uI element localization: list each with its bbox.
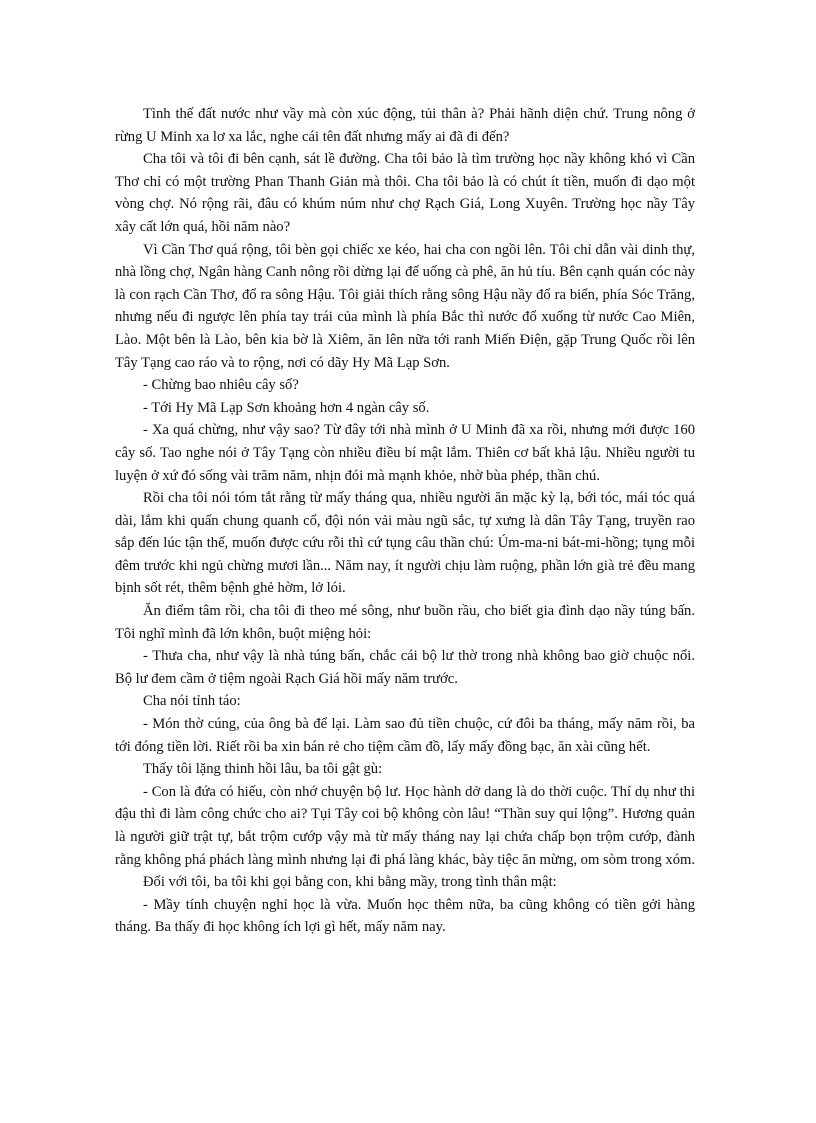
dialogue-line: - Con là đứa có hiếu, còn nhớ chuyện bộ lư. Học hành dở dang là do thời cuộc. Thí dụ như thi đậu thì đi làm công chức cho ai? Tụi Tây coi bộ không còn lâu! “Thần suy quỉ lộng”. Hương quản là người giữ trật tự, bắt trộm cướp vậy mà từ mấy tháng nay lại chứa chấp bọn trộm cướp, đành rằng không phá phách làng mình nhưng lại đi phá làng khác, bày tiệc ăn mừng, om sòm trong xóm. (115, 783, 695, 868)
dialogue-line: - Tới Hy Mã Lạp Sơn khoảng hơn 4 ngàn cây số. (143, 399, 430, 416)
paragraph: Tình thế đất nước như vầy mà còn xúc động, tủi thân à? Phải hãnh diện chứ. Trung nông ở rừng U Minh xa lơ xa lắc, nghe cái tên đất nhưng mấy ai đã đi đến? (115, 106, 695, 145)
paragraph: Rồi cha tôi nói tóm tắt rằng từ mấy tháng qua, nhiều người ăn mặc kỳ lạ, bới tóc, mái tóc quá dài, lắm khi quấn chung quanh cổ, đội nón vải màu ngũ sắc, tự xưng là dân Tây Tạng, truyền rao sắp đến lúc tận thế, muốn được cứu rỗi thì cứ tụng câu thần chú: Úm-ma-ni bát-mi-hồng; tụng mỗi đêm trước khi ngủ chừng mươi lần... Năm nay, ít người chịu làm ruộng, phần lớn già trẻ đều mang bịnh sốt rét, thêm bệnh ghẻ hờm, lở lói. (115, 490, 695, 597)
paragraph: Thấy tôi lặng thinh hồi lâu, ba tôi gật gù: (143, 761, 383, 778)
dialogue-line: - Mầy tính chuyện nghỉ học là vừa. Muốn học thêm nữa, ba cũng không có tiền gởi hàng tháng. Ba thấy đi học không ích lợi gì hết, mấy năm nay. (115, 896, 695, 936)
dialogue-line: - Thưa cha, như vậy là nhà túng bấn, chắc cái bộ lư thờ trong nhà không bao giờ chuộc nổi. Bộ lư đem cầm ở tiệm ngoài Rạch Giá hồi mấy năm trước. (115, 648, 695, 687)
document-page (115, 103, 695, 939)
dialogue-line: - Món thờ cúng, của ông bà để lại. Làm sao đủ tiền chuộc, cứ đôi ba tháng, mấy năm rồi, ba tới đóng tiền lời. Riết rồi ba xin bán rẻ cho tiệm cầm đồ, lấy mấy đồng bạc, ăn xài cũng hết. (115, 716, 695, 755)
dialogue-line: - Xa quá chừng, như vậy sao? Từ đây tới nhà mình ở U Minh đã xa rồi, nhưng mới được 160 cây số. Tao nghe nói ở Tây Tạng còn nhiều điều bí mật lắm. Thiên cơ bất khả lậu. Nhiều người tu luyện ở xứ đó sống vài trăm năm, nhịn đói mà mạnh khỏe, nhờ bùa phép, thần chú. (115, 422, 695, 484)
paragraph: Đối với tôi, ba tôi khi gọi bằng con, khi bằng mầy, trong tình thân mật: (143, 874, 557, 891)
paragraph: Vì Cần Thơ quá rộng, tôi bèn gọi chiếc xe kéo, hai cha con ngồi lên. Tôi chỉ dẫn vài dinh thự, nhà lồng chợ, Ngân hàng Canh nông rồi dừng lại để uống cà phê, ăn hủ tíu. Bên cạnh quán cóc này là con rạch Cần Thơ, đổ ra sông Hậu. Tôi giải thích rằng sông Hậu nầy đổ ra biển, phía Sóc Trăng, nhưng nếu đi ngược lên phía tay trái của mình là phía Bắc thì nước đổ xuống từ nước Cao Miên, Lào. Một bên là Lào, bên kia bờ là Xiêm, ăn lên nữa tới ranh Miến Điện, gặp Trung Quốc rồi lên Tây Tạng cao ráo và to rộng, nơi có dãy Hy Mã Lạp Sơn. (115, 241, 695, 371)
paragraph: Cha nói tỉnh táo: (143, 693, 241, 710)
paragraph: Ăn điểm tâm rồi, cha tôi đi theo mé sông, như buồn rầu, cho biết gia đình dạo nầy túng bấn. Tôi nghĩ mình đã lớn khôn, buột miệng hỏi: (115, 603, 695, 642)
paragraph: Cha tôi và tôi đi bên cạnh, sát lề đường. Cha tôi bảo là tìm trường học nầy không khó vì Cần Thơ chỉ có một trường Phan Thanh Giản mà thôi. Cha tôi bảo là có chút ít tiền, muốn đi dạo một vòng chợ. Nó rộng rãi, đâu có khúm núm như chợ Rạch Giá, Long Xuyên. Trường học nầy Tây xây cất lớn quá, hồi năm nào? (115, 151, 695, 235)
dialogue-line: - Chừng bao nhiêu cây số? (143, 377, 299, 394)
